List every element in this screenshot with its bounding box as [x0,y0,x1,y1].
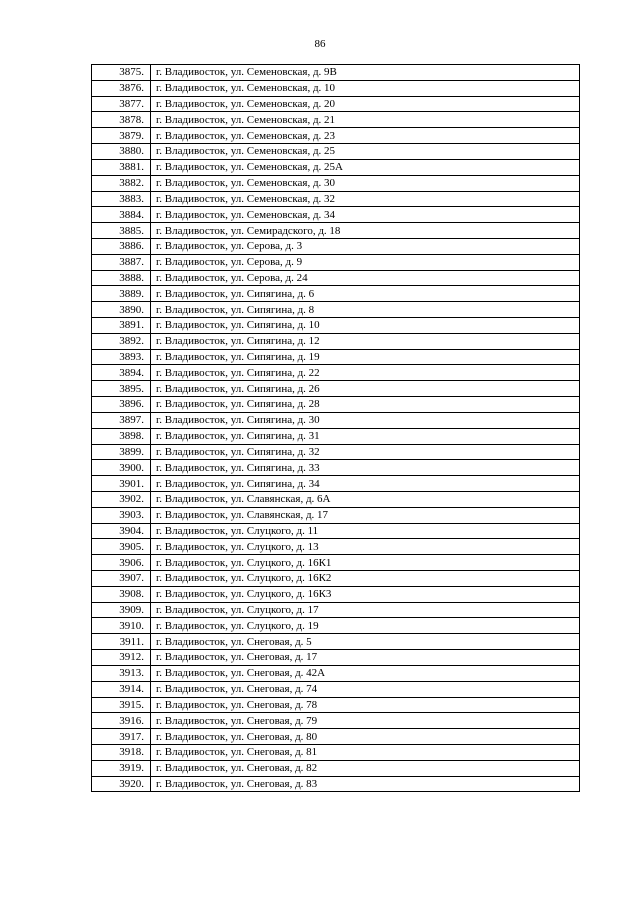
table-row [92,412,580,428]
row-number: 3879. [92,128,151,144]
table-row [92,555,580,571]
row-number: 3882. [92,175,151,191]
table-row [92,650,580,666]
row-address: г. Владивосток, ул. Снеговая, д. 82 [151,760,580,776]
row-number: 3885. [92,223,151,239]
row-address: г. Владивосток, ул. Семирадского, д. 18 [151,223,580,239]
table-row [92,460,580,476]
row-address: г. Владивосток, ул. Слуцкого, д. 16К2 [151,571,580,587]
table-row [92,586,580,602]
table-row [92,523,580,539]
table-row [92,634,580,650]
table-row [92,713,580,729]
row-address: г. Владивосток, ул. Снеговая, д. 17 [151,650,580,666]
row-address: г. Владивосток, ул. Слуцкого, д. 16К3 [151,586,580,602]
table-row [92,302,580,318]
row-address: г. Владивосток, ул. Семеновская, д. 9В [151,65,580,81]
row-address: г. Владивосток, ул. Семеновская, д. 21 [151,112,580,128]
table-row [92,760,580,776]
row-address: г. Владивосток, ул. Снеговая, д. 42А [151,665,580,681]
row-address: г. Владивосток, ул. Слуцкого, д. 17 [151,602,580,618]
row-number: 3875. [92,65,151,81]
row-address: г. Владивосток, ул. Слуцкого, д. 11 [151,523,580,539]
address-table [91,64,580,792]
row-number: 3895. [92,381,151,397]
row-number: 3913. [92,665,151,681]
row-address: г. Владивосток, ул. Семеновская, д. 30 [151,175,580,191]
row-number: 3908. [92,586,151,602]
table-row [92,112,580,128]
table-row [92,571,580,587]
table-row [92,349,580,365]
row-number: 3897. [92,412,151,428]
row-number: 3884. [92,207,151,223]
table-row [92,254,580,270]
table-row [92,539,580,555]
table-row [92,175,580,191]
row-address: г. Владивосток, ул. Снеговая, д. 79 [151,713,580,729]
row-number: 3909. [92,602,151,618]
row-number: 3883. [92,191,151,207]
table-row [92,665,580,681]
row-number: 3896. [92,397,151,413]
page-number: 86 [314,38,326,50]
row-number: 3877. [92,96,151,112]
row-address: г. Владивосток, ул. Снеговая, д. 74 [151,681,580,697]
row-address: г. Владивосток, ул. Славянская, д. 6А [151,491,580,507]
table-row [92,238,580,254]
row-address: г. Владивосток, ул. Снеговая, д. 80 [151,729,580,745]
row-number: 3919. [92,760,151,776]
row-number: 3889. [92,286,151,302]
table-row [92,65,580,81]
row-number: 3915. [92,697,151,713]
row-address: г. Владивосток, ул. Семеновская, д. 32 [151,191,580,207]
row-address: г. Владивосток, ул. Слуцкого, д. 19 [151,618,580,634]
row-address: г. Владивосток, ул. Сипягина, д. 8 [151,302,580,318]
table-row [92,744,580,760]
row-address: г. Владивосток, ул. Серова, д. 9 [151,254,580,270]
row-number: 3899. [92,444,151,460]
row-number: 3903. [92,507,151,523]
row-address: г. Владивосток, ул. Сипягина, д. 34 [151,476,580,492]
row-number: 3907. [92,571,151,587]
row-number: 3906. [92,555,151,571]
row-address: г. Владивосток, ул. Семеновская, д. 20 [151,96,580,112]
row-address: г. Владивосток, ул. Сипягина, д. 30 [151,412,580,428]
row-number: 3902. [92,491,151,507]
row-address: г. Владивосток, ул. Слуцкого, д. 13 [151,539,580,555]
table-row [92,381,580,397]
row-number: 3901. [92,476,151,492]
table-row [92,128,580,144]
row-address: г. Владивосток, ул. Сипягина, д. 10 [151,318,580,334]
row-number: 3888. [92,270,151,286]
row-address: г. Владивосток, ул. Сипягина, д. 19 [151,349,580,365]
table-row [92,428,580,444]
row-number: 3918. [92,744,151,760]
address-table-body [92,65,580,792]
table-row [92,207,580,223]
row-number: 3891. [92,318,151,334]
row-number: 3900. [92,460,151,476]
row-number: 3904. [92,523,151,539]
table-row [92,223,580,239]
table-row [92,618,580,634]
row-number: 3914. [92,681,151,697]
table-row [92,476,580,492]
table-row [92,507,580,523]
row-address: г. Владивосток, ул. Сипягина, д. 31 [151,428,580,444]
row-number: 3917. [92,729,151,745]
table-row [92,270,580,286]
row-address: г. Владивосток, ул. Славянская, д. 17 [151,507,580,523]
row-address: г. Владивосток, ул. Сипягина, д. 12 [151,333,580,349]
table-row [92,397,580,413]
row-address: г. Владивосток, ул. Сипягина, д. 26 [151,381,580,397]
row-number: 3887. [92,254,151,270]
table-row [92,318,580,334]
row-address: г. Владивосток, ул. Серова, д. 24 [151,270,580,286]
row-number: 3892. [92,333,151,349]
row-address: г. Владивосток, ул. Семеновская, д. 34 [151,207,580,223]
row-address: г. Владивосток, ул. Сипягина, д. 28 [151,397,580,413]
row-number: 3912. [92,650,151,666]
row-address: г. Владивосток, ул. Снеговая, д. 83 [151,776,580,792]
row-address: г. Владивосток, ул. Снеговая, д. 5 [151,634,580,650]
table-row [92,681,580,697]
table-row [92,491,580,507]
row-address: г. Владивосток, ул. Семеновская, д. 10 [151,80,580,96]
row-number: 3880. [92,144,151,160]
row-number: 3898. [92,428,151,444]
row-number: 3910. [92,618,151,634]
row-address: г. Владивосток, ул. Серова, д. 3 [151,238,580,254]
row-address: г. Владивосток, ул. Семеновская, д. 23 [151,128,580,144]
table-row [92,697,580,713]
table-row [92,444,580,460]
table-row [92,365,580,381]
row-address: г. Владивосток, ул. Семеновская, д. 25 [151,144,580,160]
row-address: г. Владивосток, ул. Снеговая, д. 78 [151,697,580,713]
table-row [92,159,580,175]
row-number: 3878. [92,112,151,128]
row-number: 3894. [92,365,151,381]
table-row [92,80,580,96]
row-number: 3905. [92,539,151,555]
row-number: 3916. [92,713,151,729]
row-number: 3890. [92,302,151,318]
row-address: г. Владивосток, ул. Слуцкого, д. 16К1 [151,555,580,571]
row-number: 3893. [92,349,151,365]
row-number: 3886. [92,238,151,254]
row-address: г. Владивосток, ул. Семеновская, д. 25А [151,159,580,175]
row-address: г. Владивосток, ул. Сипягина, д. 6 [151,286,580,302]
row-number: 3920. [92,776,151,792]
row-address: г. Владивосток, ул. Сипягина, д. 22 [151,365,580,381]
table-row [92,333,580,349]
table-row [92,286,580,302]
table-row [92,602,580,618]
row-address: г. Владивосток, ул. Сипягина, д. 32 [151,444,580,460]
row-number: 3876. [92,80,151,96]
table-row [92,776,580,792]
table-row [92,144,580,160]
row-address: г. Владивосток, ул. Снеговая, д. 81 [151,744,580,760]
table-row [92,191,580,207]
table-row [92,729,580,745]
table-row [92,96,580,112]
row-number: 3881. [92,159,151,175]
row-address: г. Владивосток, ул. Сипягина, д. 33 [151,460,580,476]
row-number: 3911. [92,634,151,650]
